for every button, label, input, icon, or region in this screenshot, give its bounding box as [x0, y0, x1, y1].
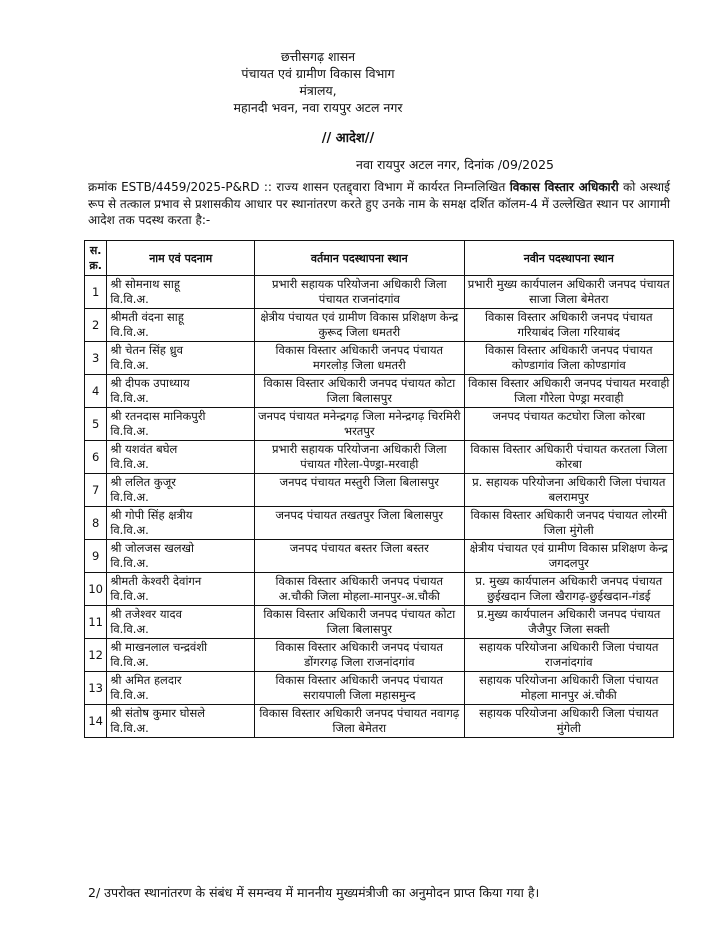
officer-designation: वि.वि.अ.	[110, 358, 149, 372]
current-posting-cell: क्षेत्रीय पंचायत एवं ग्रामीण विकास प्रशिक्षण केन्द्र कुरूद जिला धमतरी	[255, 309, 464, 342]
serial-cell: 3	[85, 342, 107, 375]
officer-name: श्रीमती वंदना साहू	[110, 310, 184, 324]
name-cell	[107, 606, 255, 639]
table-row	[85, 606, 674, 639]
name-cell	[107, 474, 255, 507]
officer-designation: वि.वि.अ.	[110, 622, 149, 636]
name-cell	[107, 441, 255, 474]
header-name: नाम एवं पदनाम	[107, 241, 255, 276]
name-cell	[107, 573, 255, 606]
officer-designation: वि.वि.अ.	[110, 523, 149, 537]
serial-cell: 6	[85, 441, 107, 474]
table-row	[85, 705, 674, 738]
table-row	[85, 408, 674, 441]
table-row	[85, 639, 674, 672]
name-cell	[107, 375, 255, 408]
officer-designation: वि.वि.अ.	[110, 490, 149, 504]
new-posting-cell: सहायक परियोजना अधिकारी जिला पंचायत मुंगेली	[464, 705, 673, 738]
officer-designation: वि.वि.अ.	[110, 424, 149, 438]
table-body	[85, 276, 674, 738]
serial-cell: 2	[85, 309, 107, 342]
header-new-posting: नवीन पदस्थापना स्थान	[464, 241, 673, 276]
current-posting-cell: विकास विस्तार अधिकारी जनपद पंचायत अ.चौकी जिला मोहला-मानपुर-अ.चौकी	[255, 573, 464, 606]
name-cell	[107, 276, 255, 309]
table-header-row	[85, 241, 674, 276]
name-cell	[107, 342, 255, 375]
letterhead	[0, 48, 716, 116]
place-date: नवा रायपुर अटल नगर, दिनांक /09/2025	[356, 157, 554, 172]
name-cell	[107, 507, 255, 540]
officer-name: श्री रतनदास मानिकपुरी	[110, 409, 206, 423]
new-posting-cell: प्र. सहायक परियोजना अधिकारी जिला पंचायत बलरामपुर	[464, 474, 673, 507]
department-name: पंचायत एवं ग्रामीण विकास विभाग	[241, 66, 395, 81]
new-posting-cell: विकास विस्तार अधिकारी जनपद पंचायत कोण्डागांव जिला कोण्डागांव	[464, 342, 673, 375]
new-posting-cell: सहायक परियोजना अधिकारी जिला पंचायत मोहला मानपुर अं.चौकी	[464, 672, 673, 705]
serial-cell: 8	[85, 507, 107, 540]
name-cell	[107, 309, 255, 342]
govt-name: छत्तीसगढ़ शासन	[280, 49, 356, 64]
officer-name: श्री यशवंत बघेल	[110, 442, 178, 456]
header-current-posting: वर्तमान पदस्थापना स्थान	[255, 241, 464, 276]
officer-name: श्री चेतन सिंह ध्रुव	[110, 343, 183, 357]
officer-designation: वि.वि.अ.	[110, 391, 149, 405]
name-cell	[107, 672, 255, 705]
officer-name: श्री जोलजस खलखो	[110, 541, 194, 555]
serial-cell: 9	[85, 540, 107, 573]
current-posting-cell: विकास विस्तार अधिकारी जनपद पंचायत कोटा जिला बिलासपुर	[255, 375, 464, 408]
serial-cell: 14	[85, 705, 107, 738]
serial-cell: 1	[85, 276, 107, 309]
officer-name: श्री संतोष कुमार घोसले	[110, 706, 206, 720]
paragraph-bold: विकास विस्तार अधिकारी	[509, 180, 619, 194]
current-posting-cell: जनपद पंचायत मनेन्द्रगढ़ जिला मनेन्द्रगढ़ चिरमिरी भरतपुर	[255, 408, 464, 441]
new-posting-cell: विकास विस्तार अधिकारी जनपद पंचायत लोरमी जिला मुंगेली	[464, 507, 673, 540]
table-row	[85, 441, 674, 474]
table-row	[85, 474, 674, 507]
serial-cell: 7	[85, 474, 107, 507]
current-posting-cell: प्रभारी सहायक परियोजना अधिकारी जिला पंचायत गौरेला-पेण्ड्रा-मरवाही	[255, 441, 464, 474]
officer-name: श्रीमती केश्वरी देवांगन	[110, 574, 202, 588]
current-posting-cell: विकास विस्तार अधिकारी जनपद पंचायत नवागढ़ जिला बेमेतरा	[255, 705, 464, 738]
officer-name: श्री तजेश्वर यादव	[110, 607, 182, 621]
table-row	[85, 375, 674, 408]
paragraph-part2: को अस्थाई रूप से तत्काल प्रभाव से प्रशासकीय आधार पर स्थानांतरण करते हुए उनके नाम के समक्ष दर्शित कॉलम-4 में उल्लेखित स्थान पर आगामी आदेश तक पदस्थ करता है:-	[88, 180, 671, 227]
table-row	[85, 309, 674, 342]
order-title: // आदेश//	[321, 131, 375, 146]
officer-designation: वि.वि.अ.	[110, 292, 149, 306]
serial-cell: 5	[85, 408, 107, 441]
new-posting-cell: प्र.मुख्य कार्यपालन अधिकारी जनपद पंचायत जैजैपुर जिला सक्ती	[464, 606, 673, 639]
officer-name: श्री ललित कुजूर	[110, 475, 176, 489]
current-posting-cell: विकास विस्तार अधिकारी जनपद पंचायत कोटा जिला बिलासपुर	[255, 606, 464, 639]
new-posting-cell: विकास विस्तार अधिकारी जनपद पंचायत गरियाबंद जिला गरियाबंद	[464, 309, 673, 342]
officer-designation: वि.वि.अ.	[110, 721, 149, 735]
current-posting-cell: विकास विस्तार अधिकारी जनपद पंचायत सरायपाली जिला महासमुन्द	[255, 672, 464, 705]
serial-cell: 11	[85, 606, 107, 639]
table-row	[85, 276, 674, 309]
officer-designation: वि.वि.अ.	[110, 589, 149, 603]
new-posting-cell: क्षेत्रीय पंचायत एवं ग्रामीण विकास प्रशिक्षण केन्द्र जगदलपुर	[464, 540, 673, 573]
officer-designation: वि.वि.अ.	[110, 556, 149, 570]
officer-name: श्री दीपक उपाध्याय	[110, 376, 190, 390]
new-posting-cell: प्रभारी मुख्य कार्यपालन अधिकारी जनपद पंचायत साजा जिला बेमेतरा	[464, 276, 673, 309]
new-posting-cell: विकास विस्तार अधिकारी जनपद पंचायत मरवाही जिला गौरेला पेण्ड्रा मरवाही	[464, 375, 673, 408]
serial-cell: 13	[85, 672, 107, 705]
new-posting-cell: जनपद पंचायत कटघोरा जिला कोरबा	[464, 408, 673, 441]
name-cell	[107, 408, 255, 441]
table-row	[85, 672, 674, 705]
officer-designation: वि.वि.अ.	[110, 325, 149, 339]
current-posting-cell: जनपद पंचायत मस्तुरी जिला बिलासपुर	[255, 474, 464, 507]
current-posting-cell: जनपद पंचायत बस्तर जिला बस्तर	[255, 540, 464, 573]
officer-designation: वि.वि.अ.	[110, 655, 149, 669]
officer-name: श्री माखनलाल चन्द्रवंशी	[110, 640, 208, 654]
address-line: महानदी भवन, नवा रायपुर अटल नगर	[233, 100, 403, 115]
current-posting-cell: प्रभारी सहायक परियोजना अधिकारी जिला पंचायत राजनांदगांव	[255, 276, 464, 309]
ministry-label: मंत्रालय,	[299, 83, 337, 98]
officer-name: श्री अमित हलदार	[110, 673, 182, 687]
table-row	[85, 573, 674, 606]
new-posting-cell: विकास विस्तार अधिकारी पंचायत करतला जिला कोरबा	[464, 441, 673, 474]
paragraph-part1: क्रमांक ESTB/4459/2025-P&RD :: राज्य शासन एतद्द्वारा विभाग में कार्यरत निम्नलिखित	[88, 180, 510, 194]
new-posting-cell: प्र. मुख्य कार्यपालन अधिकारी जनपद पंचायत छुईखदान जिला खैरागढ़-छुईखदान-गंडई	[464, 573, 673, 606]
name-cell	[107, 705, 255, 738]
current-posting-cell: विकास विस्तार अधिकारी जनपद पंचायत डोंगरगढ़ जिला राजनांदगांव	[255, 639, 464, 672]
current-posting-cell: जनपद पंचायत तखतपुर जिला बिलासपुर	[255, 507, 464, 540]
serial-cell: 10	[85, 573, 107, 606]
table-row	[85, 507, 674, 540]
current-posting-cell: विकास विस्तार अधिकारी जनपद पंचायत मगरलोड़ जिला धमतरी	[255, 342, 464, 375]
serial-cell: 12	[85, 639, 107, 672]
transfer-table	[84, 240, 674, 738]
name-cell	[107, 639, 255, 672]
name-cell	[107, 540, 255, 573]
officer-designation: वि.वि.अ.	[110, 457, 149, 471]
officer-name: श्री सोमनाथ साहू	[110, 277, 180, 291]
footer-note: 2/ उपरोक्त स्थानांतरण के संबंध में समन्वय में माननीय मुख्यमंत्रीजी का अनुमोदन प्राप्त किया गया है।	[88, 885, 540, 900]
officer-designation: वि.वि.अ.	[110, 688, 149, 702]
new-posting-cell: सहायक परियोजना अधिकारी जिला पंचायत राजनांदगांव	[464, 639, 673, 672]
order-paragraph	[88, 179, 670, 229]
table-row	[85, 342, 674, 375]
table-row	[85, 540, 674, 573]
header-serial: स. क्र.	[85, 241, 107, 276]
officer-name: श्री गोपी सिंह क्षत्रीय	[110, 508, 193, 522]
serial-cell: 4	[85, 375, 107, 408]
